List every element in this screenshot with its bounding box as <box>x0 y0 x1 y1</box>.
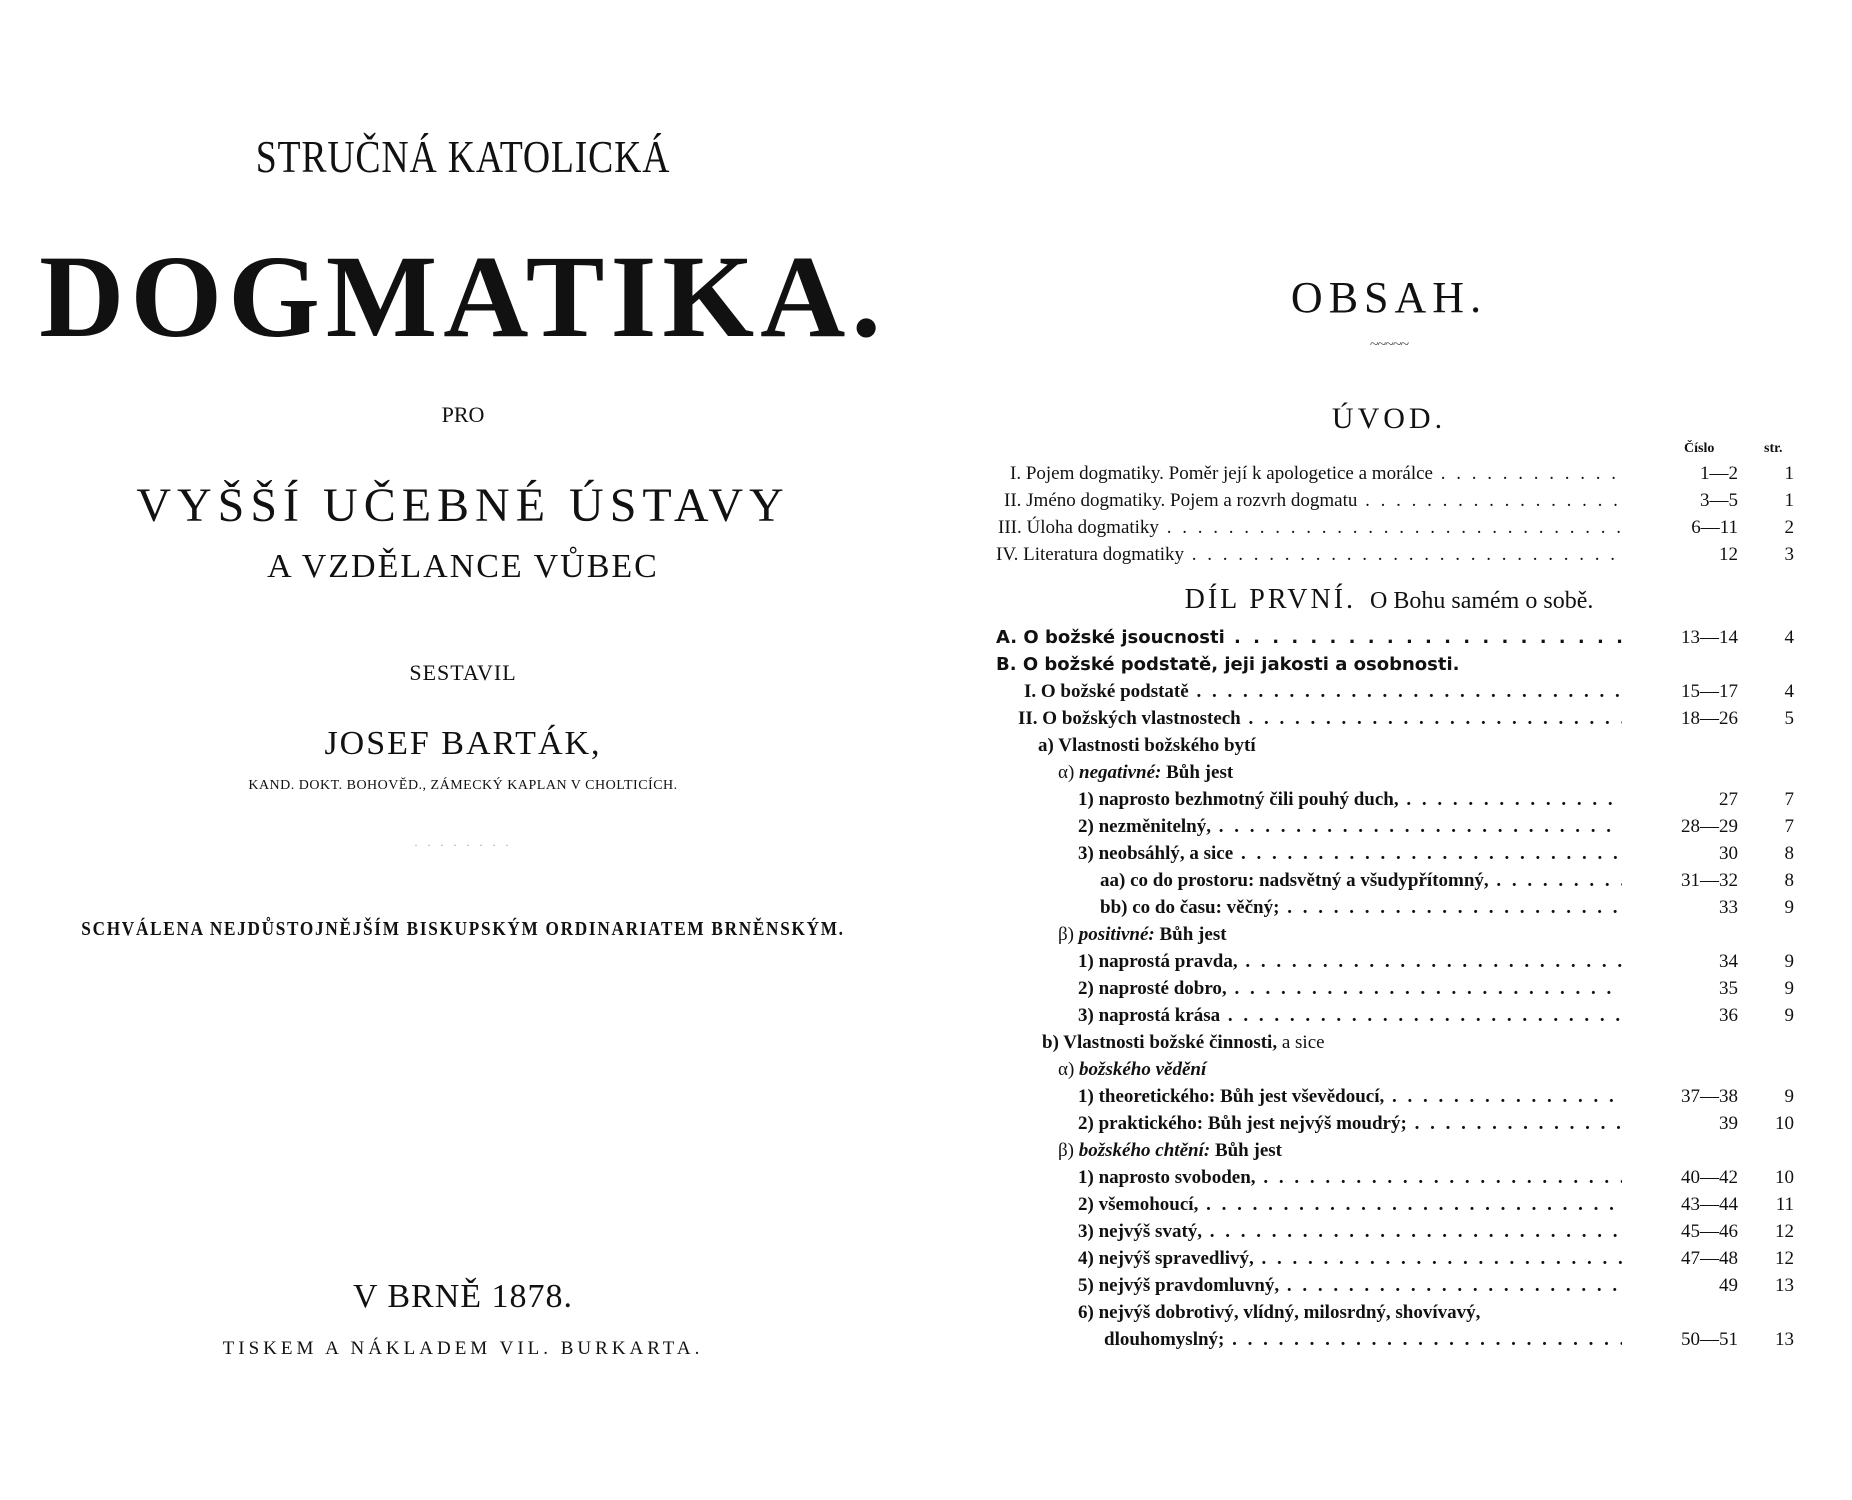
section-heading-uvod: ÚVOD. <box>1331 402 1447 435</box>
toc-row <box>996 651 1794 678</box>
toc-row <box>996 1218 1794 1245</box>
toc-label <box>996 921 1794 948</box>
toc-page: 3 <box>1784 544 1794 565</box>
subsection-label: božského chtění: <box>1078 1140 1211 1161</box>
toc-label: aa) co do prostoru: nadsvětný a všudypřítomný, . . . <box>996 867 1622 894</box>
toc-number: 13—14 <box>1681 627 1738 648</box>
imprint-place-year: V BRNĚ 1878. <box>352 1278 574 1315</box>
toc-number: 1—2 <box>1700 463 1738 484</box>
toc-row <box>996 948 1794 975</box>
toc-label: II. Jméno dogmatiky. Pojem a rozvrh dogmatu . . . <box>996 487 1622 514</box>
toc-number: 50—51 <box>1681 1329 1738 1350</box>
toc-number: 43—44 <box>1681 1194 1738 1215</box>
toc-page: 4 <box>1784 627 1794 648</box>
toc-page: 8 <box>1784 870 1794 891</box>
toc-page: 1 <box>1784 463 1794 484</box>
toc-row <box>996 1056 1794 1083</box>
toc-label: A. O božské jsoucnosti . . . <box>996 624 1622 651</box>
toc-row <box>996 624 1794 651</box>
toc-label: 2) všemohoucí, . . . <box>996 1191 1622 1218</box>
toc-row <box>996 460 1794 487</box>
toc-row <box>996 894 1794 921</box>
toc-label <box>996 759 1794 786</box>
title-ornament: ~~~~~ <box>1369 336 1409 353</box>
pro-word: PRO <box>441 402 485 427</box>
audience-line-1: VYŠŠÍ UČEBNÉ ÚSTAVY <box>136 479 790 532</box>
subsection-tail: Bůh jest <box>1214 1140 1282 1161</box>
toc-number: 27 <box>1719 789 1738 810</box>
toc-number: 37—38 <box>1681 1086 1738 1107</box>
toc-label: 2) naprosté dobro, . . . <box>996 975 1622 1002</box>
toc-page: 13 <box>1775 1329 1794 1350</box>
toc-row <box>996 813 1794 840</box>
column-header-str: str. <box>1764 441 1783 456</box>
subsection-label: negativné: <box>1079 762 1162 783</box>
title-main: DOGMATIKA. <box>39 231 887 362</box>
toc-row <box>996 1083 1794 1110</box>
author-title: KAND. DOKT. BOHOVĚD., ZÁMECKÝ KAPLAN V CHOLTICÍCH. <box>248 778 678 793</box>
sestavil-label: SESTAVIL <box>409 660 517 685</box>
toc-page: 10 <box>1775 1167 1794 1188</box>
toc-label: 1) naprosto bezhmotný čili pouhý duch, . . . <box>996 786 1622 813</box>
contents-page <box>926 0 1852 1500</box>
imprint-publisher: TISKEM A NÁKLADEM VIL. BURKARTA. <box>222 1338 704 1359</box>
toc-row <box>996 921 1794 948</box>
toc-page: 9 <box>1784 1086 1794 1107</box>
toc-page: 9 <box>1784 978 1794 999</box>
toc-number: 3—5 <box>1700 490 1738 511</box>
toc-label: 6) nejvýš dobrotivý, vlídný, milosrdný, shovívavý, <box>1078 1302 1481 1323</box>
toc-page: 11 <box>1775 1194 1794 1215</box>
toc-row <box>996 705 1794 732</box>
toc-page: 10 <box>1775 1113 1794 1134</box>
toc-number: 15—17 <box>1681 681 1738 702</box>
toc-row <box>996 1272 1794 1299</box>
toc-row <box>996 514 1794 541</box>
part-heading <box>926 584 1852 616</box>
toc-row <box>996 1002 1794 1029</box>
toc-label: 1) naprostá pravda, . . . <box>996 948 1622 975</box>
toc-label: III. Úloha dogmatiky . . . <box>996 514 1622 541</box>
toc-number: 33 <box>1719 897 1738 918</box>
toc-number: 28—29 <box>1681 816 1738 837</box>
title-top: STRUČNÁ KATOLICKÁ <box>255 131 671 182</box>
toc-label <box>996 1137 1794 1164</box>
toc-number: 39 <box>1719 1113 1738 1134</box>
toc-page: 9 <box>1784 951 1794 972</box>
subsection-marker: β) <box>1058 924 1074 945</box>
toc-label: 4) nejvýš spravedlivý, . . . <box>996 1245 1622 1272</box>
toc-label: 1) theoretického: Bůh jest vševědoucí, . . . <box>996 1083 1622 1110</box>
toc-page: 1 <box>1784 490 1794 511</box>
toc-row <box>996 1137 1794 1164</box>
toc-row <box>996 975 1794 1002</box>
toc-number: 45—46 <box>1681 1221 1738 1242</box>
toc-label: II. O božských vlastnostech . . . <box>996 705 1622 732</box>
toc-row <box>996 867 1794 894</box>
subsection-label: positivné: <box>1078 924 1155 945</box>
toc-page: 8 <box>1784 843 1794 864</box>
toc-row <box>996 1299 1794 1326</box>
toc-label: 3) nejvýš svatý, . . . <box>996 1218 1622 1245</box>
toc-page: 5 <box>1784 708 1794 729</box>
toc-row <box>996 487 1794 514</box>
toc-row <box>996 1164 1794 1191</box>
toc-label: B. O božské podstatě, jeji jakosti a osobnosti. <box>996 654 1460 675</box>
author-name: JOSEF BARTÁK, <box>324 725 602 762</box>
subsection-marker: α) <box>1058 762 1075 783</box>
subsection-label: božského vědění <box>1079 1059 1207 1080</box>
toc-number: 12 <box>1719 544 1738 565</box>
part-heading-title: DÍL PRVNÍ. <box>1184 584 1357 615</box>
toc-row <box>996 732 1794 759</box>
toc-label: IV. Literatura dogmatiky . . . <box>996 541 1622 568</box>
toc-row <box>996 1326 1794 1353</box>
toc-page: 12 <box>1775 1221 1794 1242</box>
subsection-tail: Bůh jest <box>1159 924 1227 945</box>
toc-row <box>996 1245 1794 1272</box>
toc-number: 40—42 <box>1681 1167 1738 1188</box>
toc-label: 2) praktického: Bůh jest nejvýš moudrý; . . . <box>996 1110 1622 1137</box>
toc-number: 36 <box>1719 1005 1738 1026</box>
toc-number: 6—11 <box>1691 517 1738 538</box>
toc-row <box>996 786 1794 813</box>
subsection-tail: a sice <box>1281 1032 1325 1053</box>
approval-line: SCHVÁLENA NEJDŮSTOJNĚJŠÍM BISKUPSKÝM ORDINARIATEM BRNĚNSKÝM. <box>81 918 845 940</box>
toc-number: 31—32 <box>1681 870 1738 891</box>
toc-row <box>996 1029 1794 1056</box>
toc-page: 4 <box>1784 681 1794 702</box>
toc-row <box>996 840 1794 867</box>
toc-number: 49 <box>1719 1275 1738 1296</box>
toc-label: bb) co do času: věčný; . . . <box>996 894 1622 921</box>
toc-number: 35 <box>1719 978 1738 999</box>
toc-label: dlouhomyslný; . . . <box>996 1326 1622 1353</box>
toc-label: 2) nezměnitelný, . . . <box>996 813 1622 840</box>
toc-label: 1) naprosto svoboden, . . . <box>996 1164 1622 1191</box>
toc-page: 7 <box>1784 816 1794 837</box>
subsection-marker: β) <box>1058 1140 1074 1161</box>
part-heading-subtitle: O Bohu samém o sobě. <box>1370 588 1594 614</box>
toc-label: I. Pojem dogmatiky. Poměr její k apologetice a morálce . . . <box>996 460 1622 487</box>
toc-number: 34 <box>1719 951 1738 972</box>
audience-line-2: A VZDĚLANCE VŮBEC <box>267 548 659 585</box>
toc-page: 12 <box>1775 1248 1794 1269</box>
toc-row <box>996 541 1794 568</box>
toc-label: 5) nejvýš pravdomluvný, . . . <box>996 1272 1622 1299</box>
toc-number: 47—48 <box>1681 1248 1738 1269</box>
toc-row <box>996 678 1794 705</box>
toc-label: I. O božské podstatě . . . <box>996 678 1622 705</box>
toc-label <box>996 1056 1794 1083</box>
column-header-cislo: Číslo <box>1684 441 1715 456</box>
toc-page: 9 <box>1784 1005 1794 1026</box>
toc-number: 18—26 <box>1681 708 1738 729</box>
ornament-divider: · · · · · · · · <box>414 838 512 852</box>
contents-title: OBSAH. <box>1290 273 1488 322</box>
toc-number: 30 <box>1719 843 1738 864</box>
toc-row <box>996 1191 1794 1218</box>
toc-page: 9 <box>1784 897 1794 918</box>
subsection-label: b) Vlastnosti božské činnosti, <box>1042 1032 1278 1053</box>
toc-page: 13 <box>1775 1275 1794 1296</box>
toc-label <box>996 1029 1794 1056</box>
subsection-tail: Bůh jest <box>1166 762 1234 783</box>
toc-row <box>996 759 1794 786</box>
toc-label: a) Vlastnosti božského bytí <box>1038 735 1256 756</box>
toc-label: 3) naprostá krása . . . <box>996 1002 1622 1029</box>
toc-row <box>996 1110 1794 1137</box>
toc-page: 2 <box>1784 517 1794 538</box>
toc-label: 3) neobsáhlý, a sice . . . <box>996 840 1622 867</box>
subsection-marker: α) <box>1058 1059 1075 1080</box>
toc-page: 7 <box>1784 789 1794 810</box>
